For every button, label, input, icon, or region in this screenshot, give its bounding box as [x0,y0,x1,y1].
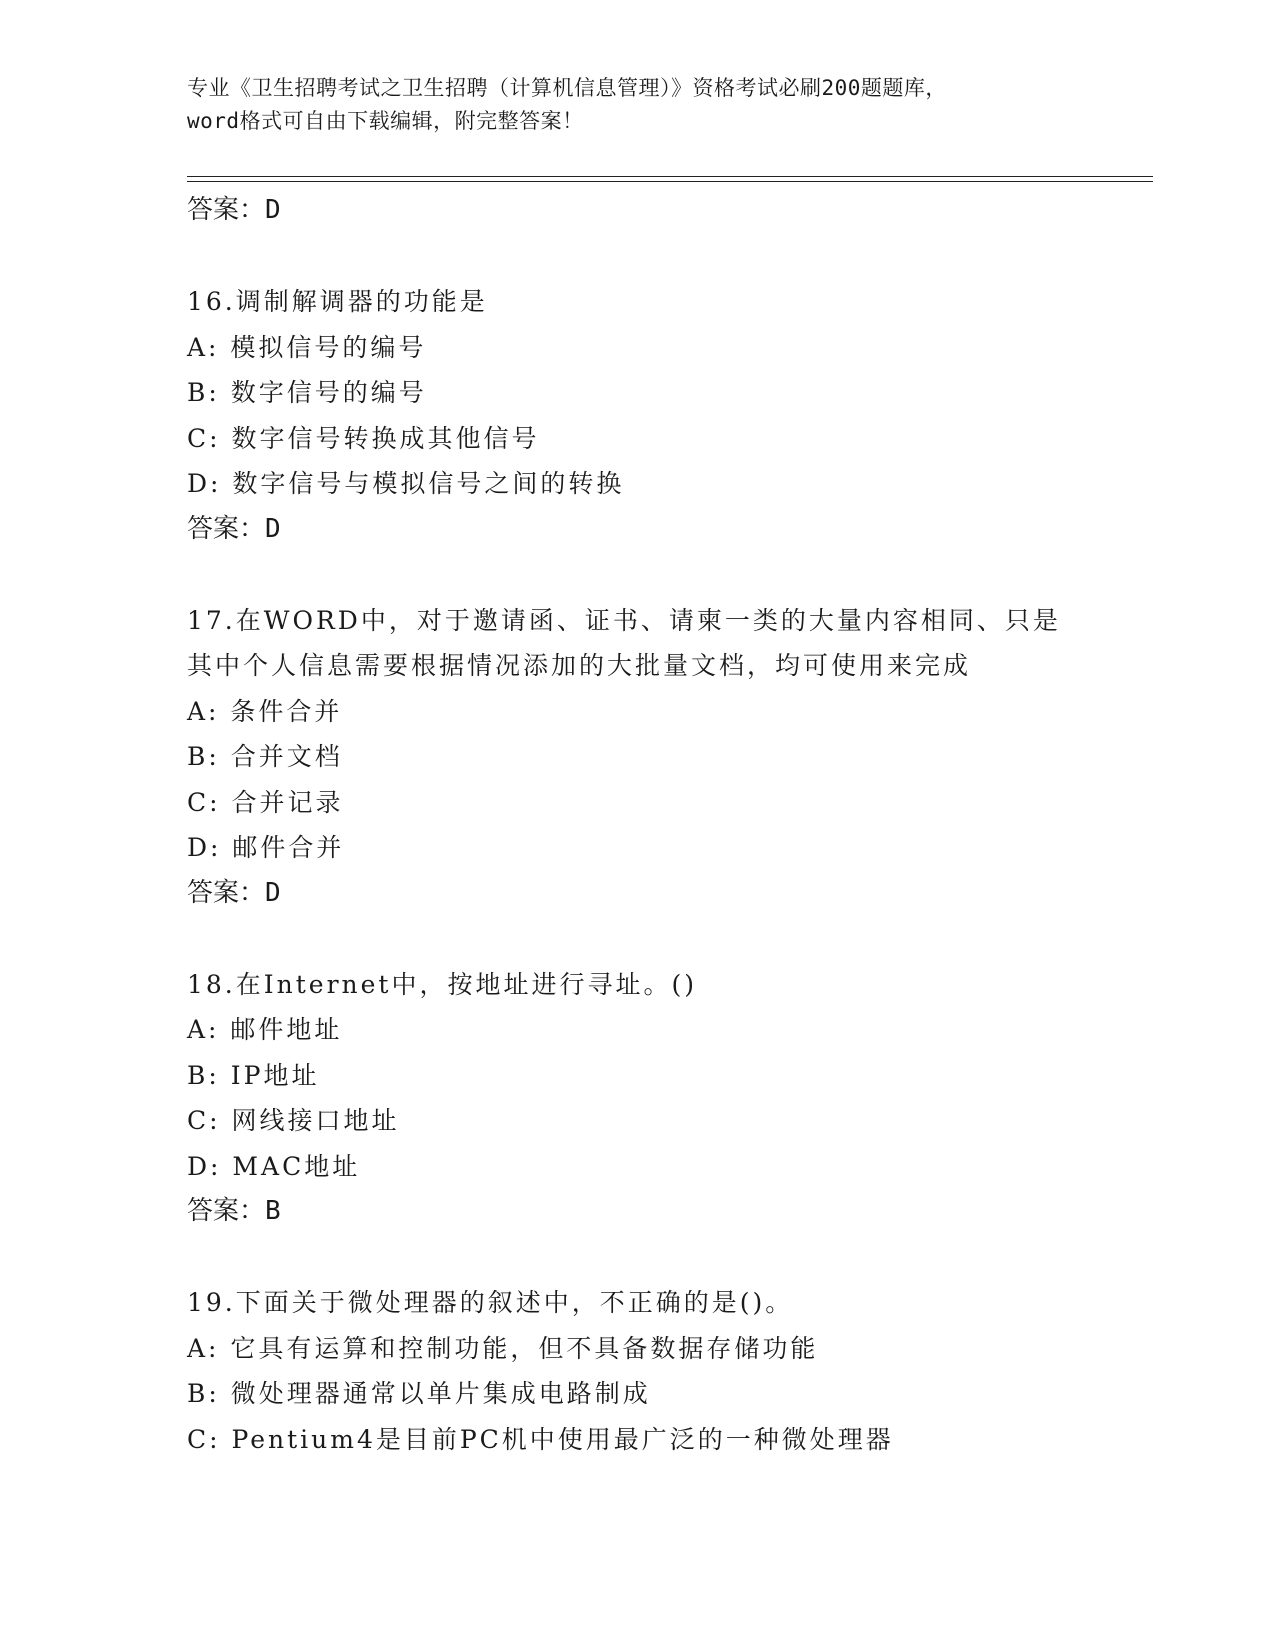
option-d: D: MAC地址 [187,1151,361,1181]
question-list [187,188,1147,1462]
question-stem: 18.在Internet中，按地址进行寻址。() [187,969,697,999]
option-c: C: 数字信号转换成其他信号 [187,423,540,453]
option-b: B: 微处理器通常以单片集成电路制成 [187,1379,651,1408]
option-b: B: 数字信号的编号 [187,378,427,407]
question-stem: 17.在WORD中，对于邀请函、证书、请柬一类的大量内容相同、只是 [187,605,1061,635]
answer-line: 答案：D [187,513,281,544]
option-a: A: 条件合并 [187,696,343,726]
option-c: C: 合并记录 [187,787,344,817]
option-c: C: 网线接口地址 [187,1106,400,1135]
question-stem: 19.下面关于微处理器的叙述中，不正确的是()。 [187,1288,794,1317]
option-a: A: 邮件地址 [187,1015,343,1044]
answer-line: 答案：B [187,1196,281,1226]
option-d: D: 邮件合并 [187,833,345,862]
answer-line: 答案：D [187,195,281,225]
header-line-1: 专业《卫生招聘考试之卫生招聘（计算机信息管理）》资格考试必刷200题题库， [187,76,947,100]
question-stem: 16.调制解调器的功能是 [187,287,488,316]
header-divider-bottom [187,181,1153,182]
answer-line: 答案：D [187,877,281,908]
question-block [187,1280,1147,1462]
question-stem-continued: 其中个人信息需要根据情况添加的大批量文档，均可使用来完成 [187,651,972,680]
option-d: D: 数字信号与模拟信号之间的转换 [187,469,625,498]
question-block [187,598,1147,917]
question-block [187,279,1147,552]
header-divider-top [187,176,1153,177]
option-c: C: Pentium4是目前PC机中使用最广泛的一种微处理器 [187,1424,894,1454]
question-block [187,962,1147,1235]
header-line-2: word格式可自由下载编辑，附完整答案！ [187,109,584,133]
option-a: A: 它具有运算和控制功能，但不具备数据存储功能 [187,1333,819,1363]
option-b: B: 合并文档 [187,742,343,771]
document-header [187,72,1087,138]
option-b: B: IP地址 [187,1060,320,1090]
option-a: A: 模拟信号的编号 [187,332,427,362]
